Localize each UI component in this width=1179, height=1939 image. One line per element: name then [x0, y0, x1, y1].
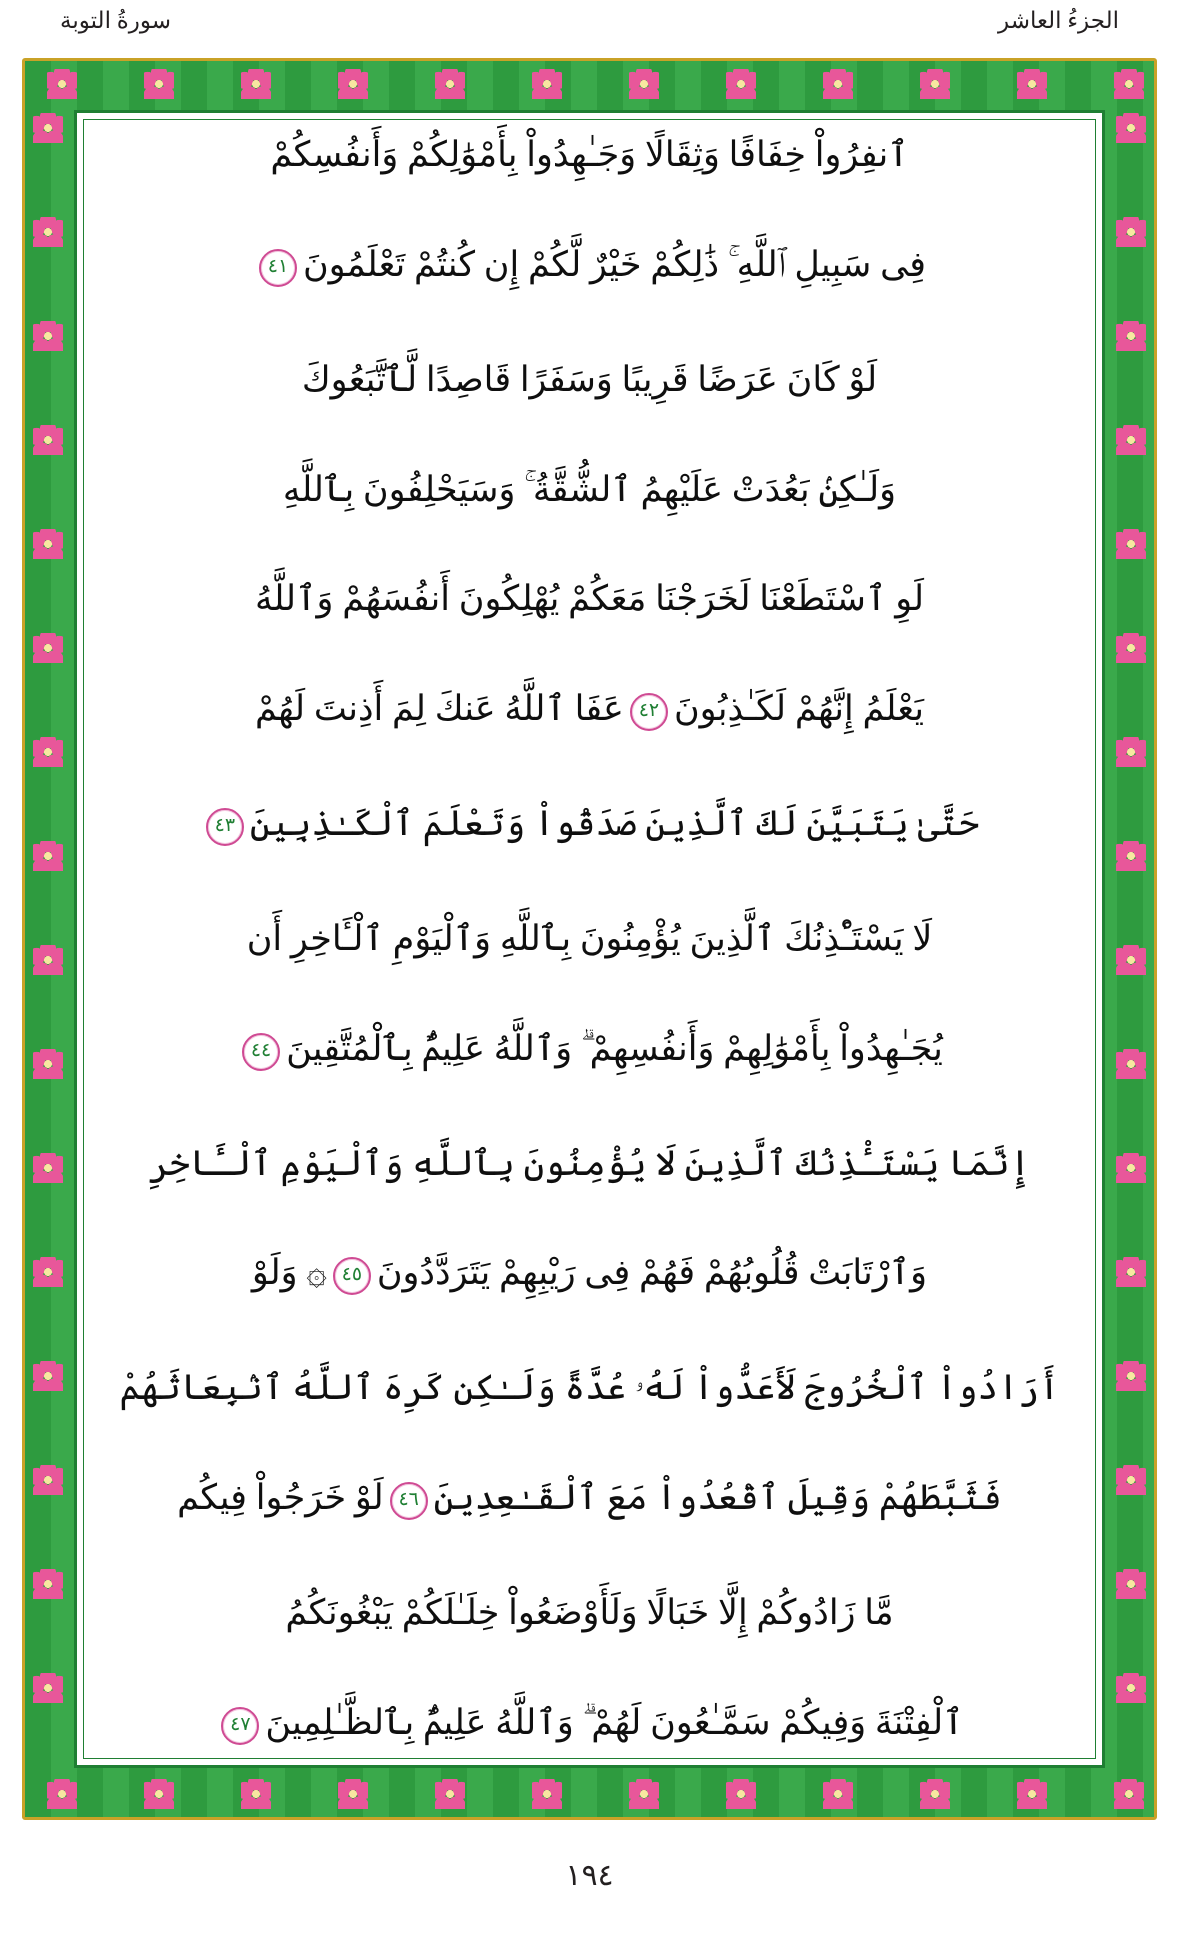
ayah-line — [103, 1255, 1076, 1295]
page-footer — [0, 1858, 1179, 1893]
ayah-text: وَلَـٰكِنۢ بَعُدَتْ عَلَيْهِمُ ٱلشُّقَّةُ ۚ وَسَيَحْلِفُونَ بِٱللَّهِ — [282, 469, 897, 509]
ayah-text: ٱنفِرُواْ خِفَافًا وَثِقَالًا وَجَـٰهِدُواْ بِأَمْوَٰلِكُمْ وَأَنفُسِكُمْ — [270, 135, 909, 174]
ayah-number-marker: ٤١ — [259, 249, 297, 287]
ayah-line — [103, 1143, 1076, 1183]
ayah-number-marker: ٤٤ — [242, 1033, 280, 1071]
ayah-number-marker: ٤٦ — [390, 1482, 428, 1520]
ayah-line — [103, 1368, 1076, 1408]
ayah-text: حَتَّىٰ يَتَبَيَّنَ لَكَ ٱلَّذِينَ صَدَقُواْ وَتَعْلَمَ ٱلْكَـٰذِبِينَ — [249, 804, 980, 844]
ayah-text: لَا يَسْتَـْٔذِنُكَ ٱلَّذِينَ يُؤْمِنُونَ بِٱللَّهِ وَٱلْيَوْمِ ٱلْـَٔاخِرِ أَن — [246, 918, 933, 958]
ayah-text-continued: ۞ وَلَوْ — [251, 1253, 327, 1293]
ayah-line — [103, 691, 1076, 731]
ayah-line — [103, 1480, 1076, 1520]
ayah-number-marker: ٤٢ — [630, 693, 668, 731]
ayah-line — [103, 469, 1076, 509]
ayah-text: فَثَبَّطَهُمْ وَقِيلَ ٱقْعُدُواْ مَعَ ٱلْقَـٰعِدِينَ — [433, 1478, 1002, 1518]
ayah-text: وَٱرْتَابَتْ قُلُوبُهُمْ فَهُمْ فِى رَيْبِهِمْ يَتَرَدَّدُونَ — [376, 1253, 928, 1293]
ayah-text: يُجَـٰهِدُواْ بِأَمْوَٰلِهِمْ وَأَنفُسِهِمْ ۗ وَٱللَّهُ عَلِيمٌۢ بِٱلْمُتَّقِينَ — [286, 1028, 943, 1068]
ayah-text: لَوْ كَانَ عَرَضًا قَرِيبًا وَسَفَرًا قَاصِدًا لَّٱتَّبَعُوكَ — [301, 359, 878, 399]
surah-label: سورةُ التوبة — [60, 8, 172, 33]
ayah-line — [103, 244, 1076, 287]
ayah-text: إِنَّمَا يَسْتَـْٔذِنُكَ ٱلَّذِينَ لَا يُؤْمِنُونَ بِٱللَّهِ وَٱلْيَوْمِ ٱلْـَٔاخِرِ — [148, 1143, 1031, 1183]
ayah-number-marker: ٤٥ — [333, 1257, 371, 1295]
ayah-line — [103, 1028, 1076, 1071]
ayah-line — [103, 918, 1076, 958]
page-number: ١٩٤ — [565, 1859, 614, 1892]
ayah-text: فِى سَبِيلِ ٱللَّهِ ۚ ذَٰلِكُمْ خَيْرٌ لَّكُمْ إِن كُنتُمْ تَعْلَمُونَ — [302, 244, 927, 284]
ayah-line — [103, 359, 1076, 399]
ayah-text: ٱلْفِتْنَةَ وَفِيكُمْ سَمَّـٰعُونَ لَهُمْ ۗ وَٱللَّهُ عَلِيمٌۢ بِٱلظَّـٰلِمِينَ — [265, 1702, 964, 1742]
ayah-line — [103, 806, 1076, 846]
quran-text-block — [103, 137, 1076, 1745]
ayah-line — [103, 1702, 1076, 1745]
ayah-line — [103, 137, 1076, 172]
ayah-text: لَوِ ٱسْتَطَعْنَا لَخَرَجْنَا مَعَكُمْ يُهْلِكُونَ أَنفُسَهُمْ وَٱللَّهُ — [255, 579, 924, 619]
ayah-text: مَّا زَادُوكُمْ إِلَّا خَبَالًا وَلَأَوْضَعُواْ خِلَـٰلَكُمْ يَبْغُونَكُمُ — [285, 1592, 894, 1632]
ayah-line — [103, 1592, 1076, 1632]
juz-label: الجزءُ العاشر — [998, 8, 1119, 33]
ayah-text-continued: لَوْ خَرَجُواْ فِيكُم — [177, 1478, 384, 1518]
ayah-line — [103, 579, 1076, 619]
page-header — [0, 8, 1179, 56]
ayah-number-marker: ٤٧ — [221, 1707, 259, 1745]
ayah-number-marker: ٤٣ — [206, 808, 244, 846]
text-panel — [74, 110, 1105, 1768]
ayah-text: أَرَادُواْ ٱلْخُرُوجَ لَأَعَدُّواْ لَهُۥ عُدَّةً وَلَـٰكِن كَرِهَ ٱللَّهُ ٱنۢبِعَاثَهُمْ — [119, 1368, 1060, 1408]
ayah-text: يَعْلَمُ إِنَّهُمْ لَكَـٰذِبُونَ — [673, 689, 924, 729]
ayah-text-continued: عَفَا ٱللَّهُ عَنكَ لِمَ أَذِنتَ لَهُمْ — [255, 689, 624, 729]
ornamental-frame — [22, 58, 1157, 1820]
